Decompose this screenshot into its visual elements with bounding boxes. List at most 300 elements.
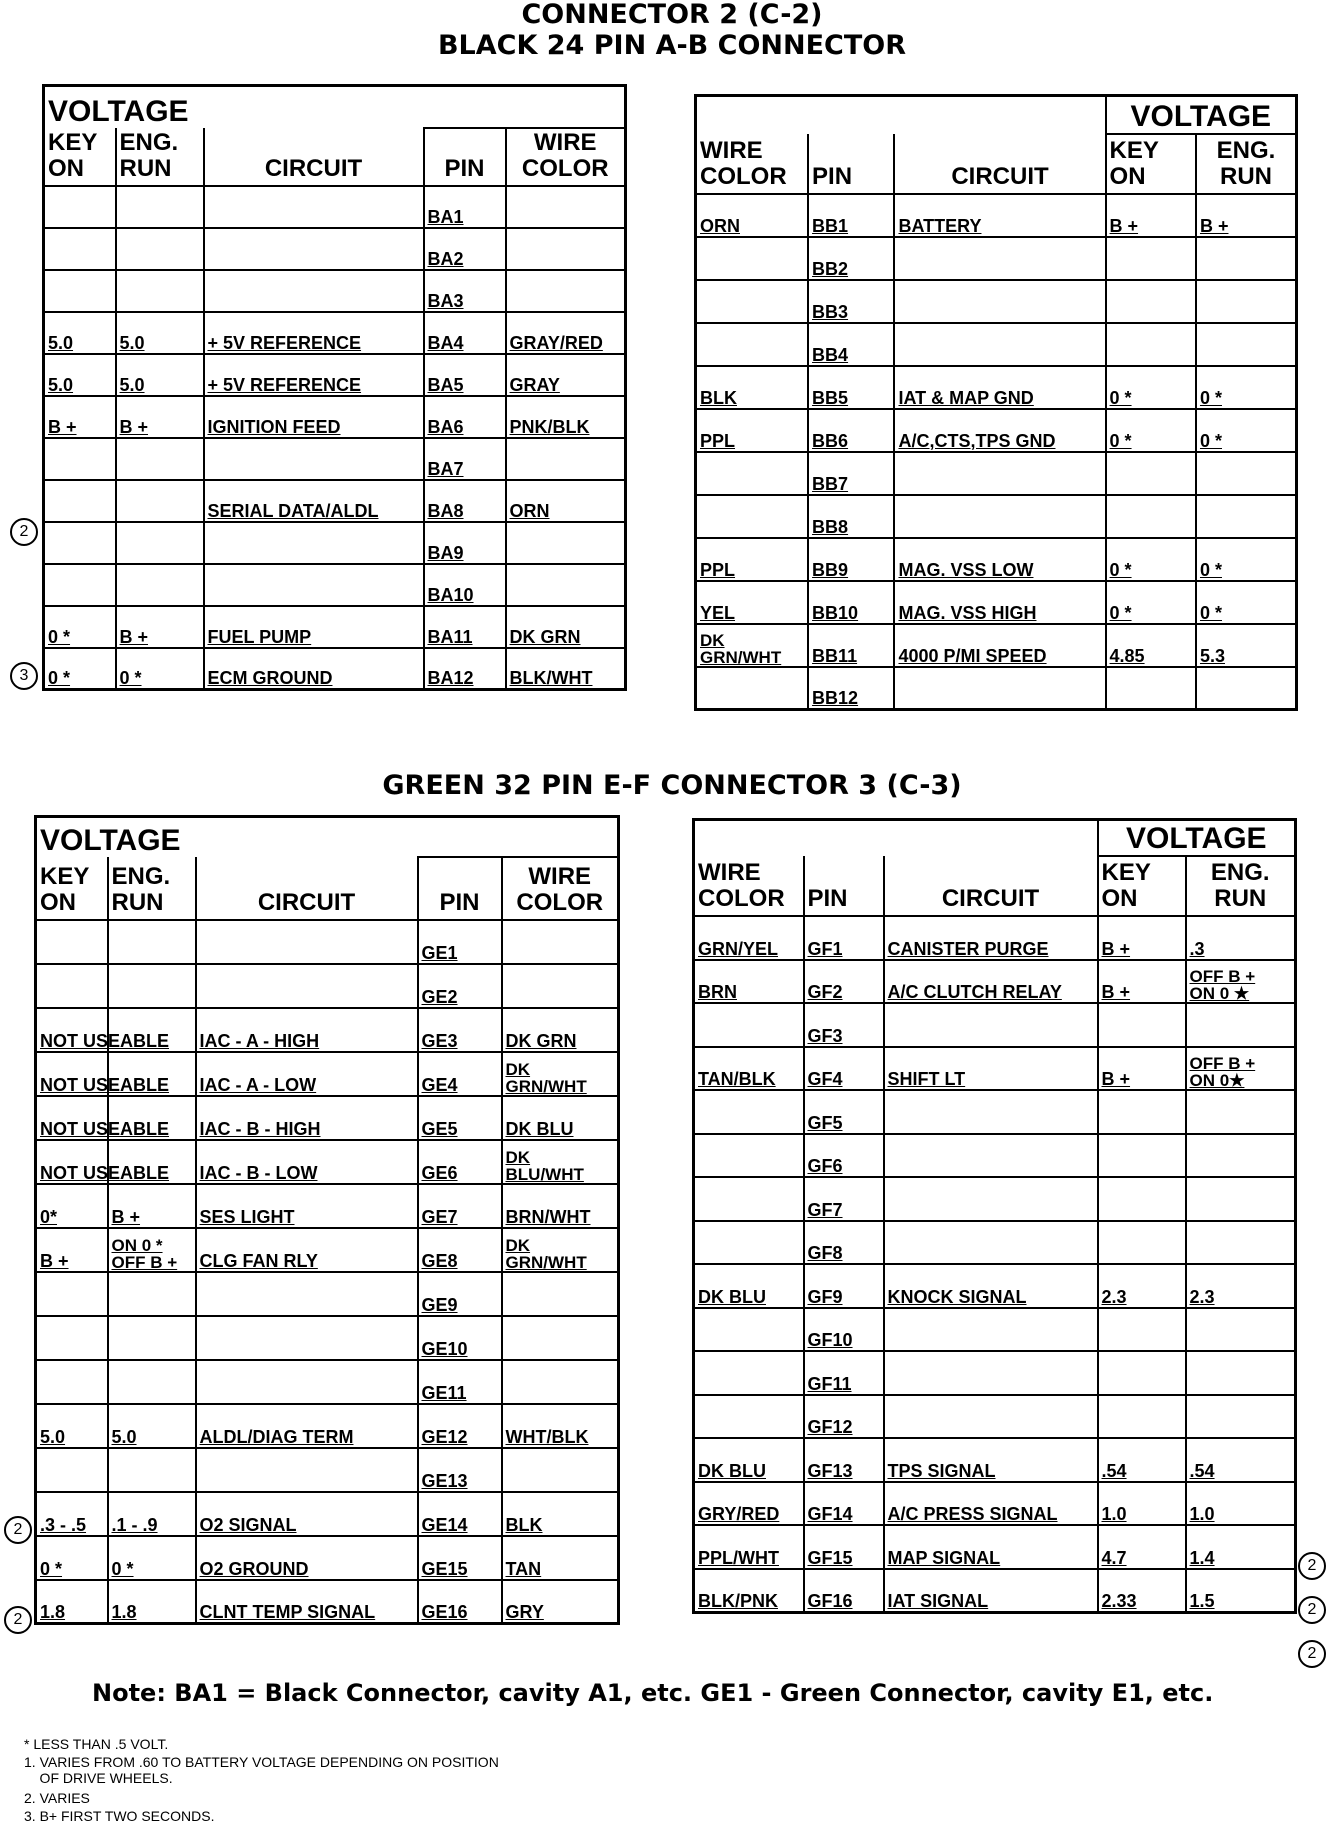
pin-cell: GF15	[804, 1525, 884, 1569]
pin-cell: BA12	[424, 648, 506, 690]
table-row	[694, 1351, 1296, 1395]
circuit-cell: CLG FAN RLY	[196, 1228, 418, 1272]
wire-cell: TAN	[502, 1536, 619, 1580]
pin-cell: GE3	[418, 1008, 502, 1052]
key-cell	[1106, 452, 1196, 495]
eng-run-header: ENG. RUN	[1186, 856, 1296, 916]
run-cell: 0 *	[1196, 581, 1297, 624]
key-cell	[36, 1272, 108, 1316]
table-row	[44, 228, 626, 270]
voltage-header: VOLTAGE	[1098, 820, 1296, 857]
run-cell: B +	[108, 1184, 196, 1228]
wire-cell: DK GRN/WHT	[502, 1052, 619, 1096]
key-cell	[1098, 1177, 1186, 1221]
key-on-header: KEY ON	[1106, 134, 1196, 194]
wire-cell: DK BLU/WHT	[502, 1140, 619, 1184]
pin-cell: GF8	[804, 1221, 884, 1265]
wire-cell	[502, 920, 619, 964]
run-cell	[1196, 237, 1297, 280]
footnote: 3. B+ FIRST TWO SECONDS.	[24, 1808, 215, 1824]
table-row	[696, 452, 1297, 495]
circuit-cell: MAP SIGNAL	[884, 1525, 1098, 1569]
wire-cell: DK GRN	[506, 606, 626, 648]
key-cell: NOT USEABLE	[36, 1008, 108, 1052]
run-cell: 5.0	[116, 354, 204, 396]
table-row	[44, 648, 626, 690]
table-row	[36, 1404, 619, 1448]
pin-cell: GF11	[804, 1351, 884, 1395]
key-cell	[44, 270, 116, 312]
wire-cell: GRN/YEL	[694, 916, 804, 960]
wire-cell: BLK/WHT	[506, 648, 626, 690]
circuit-cell	[196, 964, 418, 1008]
circuit-cell	[204, 564, 424, 606]
key-cell: 5.0	[36, 1404, 108, 1448]
wire-cell: DK GRN/WHT	[502, 1228, 619, 1272]
circuit-cell: MAG. VSS LOW	[894, 538, 1105, 581]
circuit-cell	[196, 1316, 418, 1360]
key-cell	[36, 1448, 108, 1492]
run-cell	[108, 920, 196, 964]
key-cell	[1106, 495, 1196, 538]
wire-cell: PNK/BLK	[506, 396, 626, 438]
ba-pin-table	[42, 84, 627, 691]
footnote: 1. VARIES FROM .60 TO BATTERY VOLTAGE DEPENDING ON POSITION	[24, 1754, 499, 1770]
wire-cell: BRN	[694, 960, 804, 1004]
footnote: * LESS THAN .5 VOLT.	[24, 1736, 169, 1752]
pin-cell: BB6	[808, 409, 894, 452]
wire-cell	[506, 522, 626, 564]
key-on-header: KEY ON	[44, 128, 116, 186]
key-cell: B +	[1098, 1047, 1186, 1091]
pin-cell: BB1	[808, 194, 894, 237]
wire-cell	[694, 1221, 804, 1265]
table-row	[36, 1272, 619, 1316]
key-cell: 0 *	[1106, 409, 1196, 452]
pin-cell: GE8	[418, 1228, 502, 1272]
run-cell: 5.0	[108, 1404, 196, 1448]
wire-color-header: WIRE COLOR	[694, 856, 804, 916]
circuit-header: CIRCUIT	[204, 128, 424, 186]
footnote: OF DRIVE WHEELS.	[24, 1770, 173, 1786]
key-cell	[36, 964, 108, 1008]
circuit-cell: CLNT TEMP SIGNAL	[196, 1580, 418, 1624]
footnote-2-marker: 2	[1298, 1552, 1326, 1580]
wire-cell	[696, 452, 809, 495]
wire-cell: WHT/BLK	[502, 1404, 619, 1448]
key-cell	[44, 522, 116, 564]
table-row	[696, 538, 1297, 581]
key-cell	[36, 1360, 108, 1404]
circuit-cell	[894, 667, 1105, 710]
wire-cell	[502, 1272, 619, 1316]
table-row	[694, 1177, 1296, 1221]
circuit-cell	[204, 186, 424, 228]
wire-cell	[506, 270, 626, 312]
pin-cell: BA8	[424, 480, 506, 522]
wire-cell: GRAY/RED	[506, 312, 626, 354]
key-cell	[1098, 1395, 1186, 1439]
table-row	[694, 1003, 1296, 1047]
key-cell: 0 *	[44, 648, 116, 690]
pin-cell: GE11	[418, 1360, 502, 1404]
table-row	[44, 606, 626, 648]
footnote-2-marker: 2	[4, 1516, 32, 1544]
key-cell: 1.8	[36, 1580, 108, 1624]
circuit-cell: IAT SIGNAL	[884, 1569, 1098, 1613]
pin-header: PIN	[418, 857, 502, 920]
wire-cell	[694, 1134, 804, 1178]
table-row	[696, 624, 1297, 667]
voltage-header: VOLTAGE	[44, 86, 204, 128]
wire-cell: DK GRN/WHT	[696, 624, 809, 667]
circuit-cell: BATTERY	[894, 194, 1105, 237]
table-row	[694, 916, 1296, 960]
pin-cell: GF3	[804, 1003, 884, 1047]
wire-cell	[696, 280, 809, 323]
pin-cell: BA5	[424, 354, 506, 396]
circuit-cell: + 5V REFERENCE	[204, 354, 424, 396]
pin-cell: BB10	[808, 581, 894, 624]
key-cell	[1098, 1308, 1186, 1352]
circuit-cell	[884, 1177, 1098, 1221]
table-row	[36, 1096, 619, 1140]
run-cell	[108, 1272, 196, 1316]
run-cell	[116, 564, 204, 606]
key-cell: 4.7	[1098, 1525, 1186, 1569]
key-cell	[1098, 1134, 1186, 1178]
table-row	[44, 522, 626, 564]
circuit-cell: A/C CLUTCH RELAY	[884, 960, 1098, 1004]
pin-cell: GF10	[804, 1308, 884, 1352]
voltage-header: VOLTAGE	[36, 817, 196, 857]
wire-color-header: WIRE COLOR	[696, 134, 809, 194]
green-connector-title: GREEN 32 PIN E-F CONNECTOR 3 (C-3)	[382, 770, 962, 801]
pin-cell: GF14	[804, 1482, 884, 1526]
key-cell	[36, 920, 108, 964]
circuit-cell	[884, 1003, 1098, 1047]
wire-cell	[506, 564, 626, 606]
pin-cell: GE12	[418, 1404, 502, 1448]
wire-color-header: WIRE COLOR	[506, 128, 626, 186]
table-row	[696, 366, 1297, 409]
key-cell	[1106, 323, 1196, 366]
pin-cell: GF13	[804, 1438, 884, 1482]
wire-cell	[506, 438, 626, 480]
key-cell	[44, 480, 116, 522]
pin-cell: GF6	[804, 1134, 884, 1178]
run-cell: B +	[116, 606, 204, 648]
run-cell	[116, 270, 204, 312]
circuit-cell: IGNITION FEED	[204, 396, 424, 438]
run-cell: 2.3	[1186, 1264, 1296, 1308]
run-cell	[1196, 495, 1297, 538]
run-cell: ON 0 * OFF B +	[108, 1228, 196, 1272]
run-cell: 0 *	[1196, 538, 1297, 581]
pin-cell: GF2	[804, 960, 884, 1004]
table-row	[36, 1360, 619, 1404]
wire-cell: PPL	[696, 409, 809, 452]
circuit-cell	[884, 1090, 1098, 1134]
wire-cell: PPL	[696, 538, 809, 581]
circuit-cell	[196, 1272, 418, 1316]
table-row	[36, 1580, 619, 1624]
key-cell: 4.85	[1106, 624, 1196, 667]
run-cell: 0 *	[1196, 409, 1297, 452]
pin-cell: GE2	[418, 964, 502, 1008]
key-cell: 0*	[36, 1184, 108, 1228]
pin-cell: BA6	[424, 396, 506, 438]
key-cell: 0 *	[1106, 581, 1196, 624]
pin-cell: BB11	[808, 624, 894, 667]
key-cell: 0 *	[36, 1536, 108, 1580]
circuit-cell: O2 GROUND	[196, 1536, 418, 1580]
table-row	[36, 1316, 619, 1360]
run-cell	[116, 186, 204, 228]
circuit-cell: 4000 P/MI SPEED	[894, 624, 1105, 667]
table-row	[694, 1047, 1296, 1091]
circuit-header: CIRCUIT	[196, 857, 418, 920]
wire-cell: ORN	[696, 194, 809, 237]
table-row	[44, 396, 626, 438]
pin-cell: GF9	[804, 1264, 884, 1308]
circuit-header: CIRCUIT	[884, 856, 1098, 916]
circuit-cell: SHIFT LT	[884, 1047, 1098, 1091]
run-cell: OFF B + ON 0★	[1186, 1047, 1296, 1091]
table-row	[36, 920, 619, 964]
circuit-cell: ECM GROUND	[204, 648, 424, 690]
run-cell: B +	[1196, 194, 1297, 237]
pin-cell: GE16	[418, 1580, 502, 1624]
footnote-2-marker: 2	[10, 518, 38, 546]
key-cell: 0 *	[1106, 538, 1196, 581]
run-cell	[108, 1316, 196, 1360]
table-row	[694, 1090, 1296, 1134]
circuit-cell	[894, 323, 1105, 366]
black-connector-title: BLACK 24 PIN A-B CONNECTOR	[437, 30, 907, 61]
run-cell: 5.0	[116, 312, 204, 354]
run-cell: 0 *	[116, 648, 204, 690]
key-cell: 5.0	[44, 354, 116, 396]
circuit-cell: MAG. VSS HIGH	[894, 581, 1105, 624]
key-cell: B +	[1106, 194, 1196, 237]
table-row	[36, 1492, 619, 1536]
circuit-cell: KNOCK SIGNAL	[884, 1264, 1098, 1308]
pin-cell: GE1	[418, 920, 502, 964]
run-cell	[1186, 1221, 1296, 1265]
wire-cell	[502, 1316, 619, 1360]
wire-cell	[696, 237, 809, 280]
pin-header: PIN	[804, 856, 884, 916]
wire-cell	[694, 1090, 804, 1134]
run-cell: .1 - .9	[108, 1492, 196, 1536]
run-cell: 5.3	[1196, 624, 1297, 667]
run-cell: .3	[1186, 916, 1296, 960]
wire-cell: DK BLU	[694, 1264, 804, 1308]
table-row	[694, 1308, 1296, 1352]
key-cell	[1106, 280, 1196, 323]
pin-cell: BA1	[424, 186, 506, 228]
footnote-2-marker: 2	[1298, 1596, 1326, 1624]
bb-pin-table	[694, 94, 1298, 711]
wire-cell	[694, 1177, 804, 1221]
key-cell	[44, 186, 116, 228]
wire-cell	[696, 495, 809, 538]
table-row	[696, 495, 1297, 538]
circuit-cell	[204, 228, 424, 270]
circuit-cell: IAC - A - LOW	[196, 1052, 418, 1096]
run-cell: OFF B + ON 0 ★	[1186, 960, 1296, 1004]
pin-cell: BB2	[808, 237, 894, 280]
run-cell	[1186, 1003, 1296, 1047]
circuit-cell	[196, 1360, 418, 1404]
table-row	[36, 1008, 619, 1052]
pin-cell: BB3	[808, 280, 894, 323]
wire-cell: GRY/RED	[694, 1482, 804, 1526]
wire-cell: BLK/PNK	[694, 1569, 804, 1613]
key-cell	[44, 438, 116, 480]
run-cell	[116, 438, 204, 480]
run-cell	[1196, 667, 1297, 710]
table-row	[694, 1525, 1296, 1569]
key-cell	[1098, 1090, 1186, 1134]
run-cell	[116, 228, 204, 270]
pin-cell: BB8	[808, 495, 894, 538]
wire-color-header: WIRE COLOR	[502, 857, 619, 920]
run-cell: 1.0	[1186, 1482, 1296, 1526]
circuit-cell: IAC - A - HIGH	[196, 1008, 418, 1052]
wire-cell: GRAY	[506, 354, 626, 396]
table-row	[36, 1536, 619, 1580]
circuit-cell: SERIAL DATA/ALDL	[204, 480, 424, 522]
pin-header: PIN	[424, 128, 506, 186]
circuit-cell: TPS SIGNAL	[884, 1438, 1098, 1482]
key-cell	[44, 564, 116, 606]
table-row	[36, 1140, 619, 1184]
table-row	[44, 354, 626, 396]
run-cell	[1186, 1090, 1296, 1134]
connector-note: Note: BA1 = Black Connector, cavity A1, etc. GE1 - Green Connector, cavity E1, etc.	[92, 1679, 1214, 1707]
table-row	[696, 667, 1297, 710]
key-on-header: KEY ON	[1098, 856, 1186, 916]
circuit-cell	[196, 1448, 418, 1492]
circuit-cell: A/C,CTS,TPS GND	[894, 409, 1105, 452]
table-row	[44, 186, 626, 228]
footnote-3-marker: 3	[10, 662, 38, 690]
pin-cell: GE15	[418, 1536, 502, 1580]
circuit-cell	[894, 237, 1105, 280]
wire-cell: YEL	[696, 581, 809, 624]
key-cell	[1098, 1351, 1186, 1395]
key-cell: 2.3	[1098, 1264, 1186, 1308]
pin-cell: BA11	[424, 606, 506, 648]
key-cell: NOT USEABLE	[36, 1096, 108, 1140]
run-cell	[116, 522, 204, 564]
circuit-cell	[884, 1351, 1098, 1395]
wire-cell: PPL/WHT	[694, 1525, 804, 1569]
wire-cell	[694, 1351, 804, 1395]
circuit-cell	[894, 280, 1105, 323]
pin-cell: GE10	[418, 1316, 502, 1360]
pin-cell: GE13	[418, 1448, 502, 1492]
wire-cell	[506, 186, 626, 228]
table-row	[696, 237, 1297, 280]
key-cell	[44, 228, 116, 270]
table-row	[36, 1228, 619, 1272]
eng-run-header: ENG. RUN	[1196, 134, 1297, 194]
table-row	[694, 1221, 1296, 1265]
footnote-2-marker: 2	[4, 1606, 32, 1634]
pin-cell: BA2	[424, 228, 506, 270]
circuit-cell: O2 SIGNAL	[196, 1492, 418, 1536]
table-row	[36, 1184, 619, 1228]
pin-cell: BB4	[808, 323, 894, 366]
pin-cell: BB9	[808, 538, 894, 581]
pin-cell: GE9	[418, 1272, 502, 1316]
footnote-2-marker: 2	[1298, 1640, 1326, 1668]
table-row	[44, 564, 626, 606]
pin-cell: GF16	[804, 1569, 884, 1613]
wire-cell	[694, 1395, 804, 1439]
key-cell: .54	[1098, 1438, 1186, 1482]
pin-cell: GF5	[804, 1090, 884, 1134]
wire-cell: TAN/BLK	[694, 1047, 804, 1091]
run-cell: 1.8	[108, 1580, 196, 1624]
wire-cell: GRY	[502, 1580, 619, 1624]
wire-cell	[694, 1003, 804, 1047]
pin-cell: GF12	[804, 1395, 884, 1439]
pin-cell: GE5	[418, 1096, 502, 1140]
run-cell: 0 *	[108, 1536, 196, 1580]
pin-cell: BA4	[424, 312, 506, 354]
table-row	[694, 1134, 1296, 1178]
circuit-cell	[894, 495, 1105, 538]
pin-cell: BA7	[424, 438, 506, 480]
connector-2-title: CONNECTOR 2 (C-2)	[521, 0, 823, 30]
circuit-cell: IAC - B - HIGH	[196, 1096, 418, 1140]
table-row	[44, 312, 626, 354]
run-cell	[116, 480, 204, 522]
wire-cell: DK GRN	[502, 1008, 619, 1052]
run-cell	[1196, 452, 1297, 495]
table-row	[44, 480, 626, 522]
run-cell	[1186, 1177, 1296, 1221]
run-cell: B +	[116, 396, 204, 438]
circuit-cell	[884, 1395, 1098, 1439]
pin-cell: BA9	[424, 522, 506, 564]
circuit-cell	[884, 1221, 1098, 1265]
run-cell: 0 *	[1196, 366, 1297, 409]
key-on-header: KEY ON	[36, 857, 108, 920]
table-row	[36, 1052, 619, 1096]
key-cell: 0 *	[1106, 366, 1196, 409]
circuit-cell: IAC - B - LOW	[196, 1140, 418, 1184]
key-cell	[1098, 1003, 1186, 1047]
circuit-cell: ALDL/DIAG TERM	[196, 1404, 418, 1448]
pin-cell: BB5	[808, 366, 894, 409]
key-cell: B +	[36, 1228, 108, 1272]
table-row	[694, 1482, 1296, 1526]
run-cell: 1.5	[1186, 1569, 1296, 1613]
gf-pin-table	[692, 818, 1297, 1614]
circuit-cell: IAT & MAP GND	[894, 366, 1105, 409]
ge-pin-table	[34, 815, 620, 1625]
key-cell: NOT USEABLE	[36, 1140, 108, 1184]
key-cell	[1106, 667, 1196, 710]
circuit-cell	[894, 452, 1105, 495]
wire-cell: ORN	[506, 480, 626, 522]
table-row	[696, 581, 1297, 624]
